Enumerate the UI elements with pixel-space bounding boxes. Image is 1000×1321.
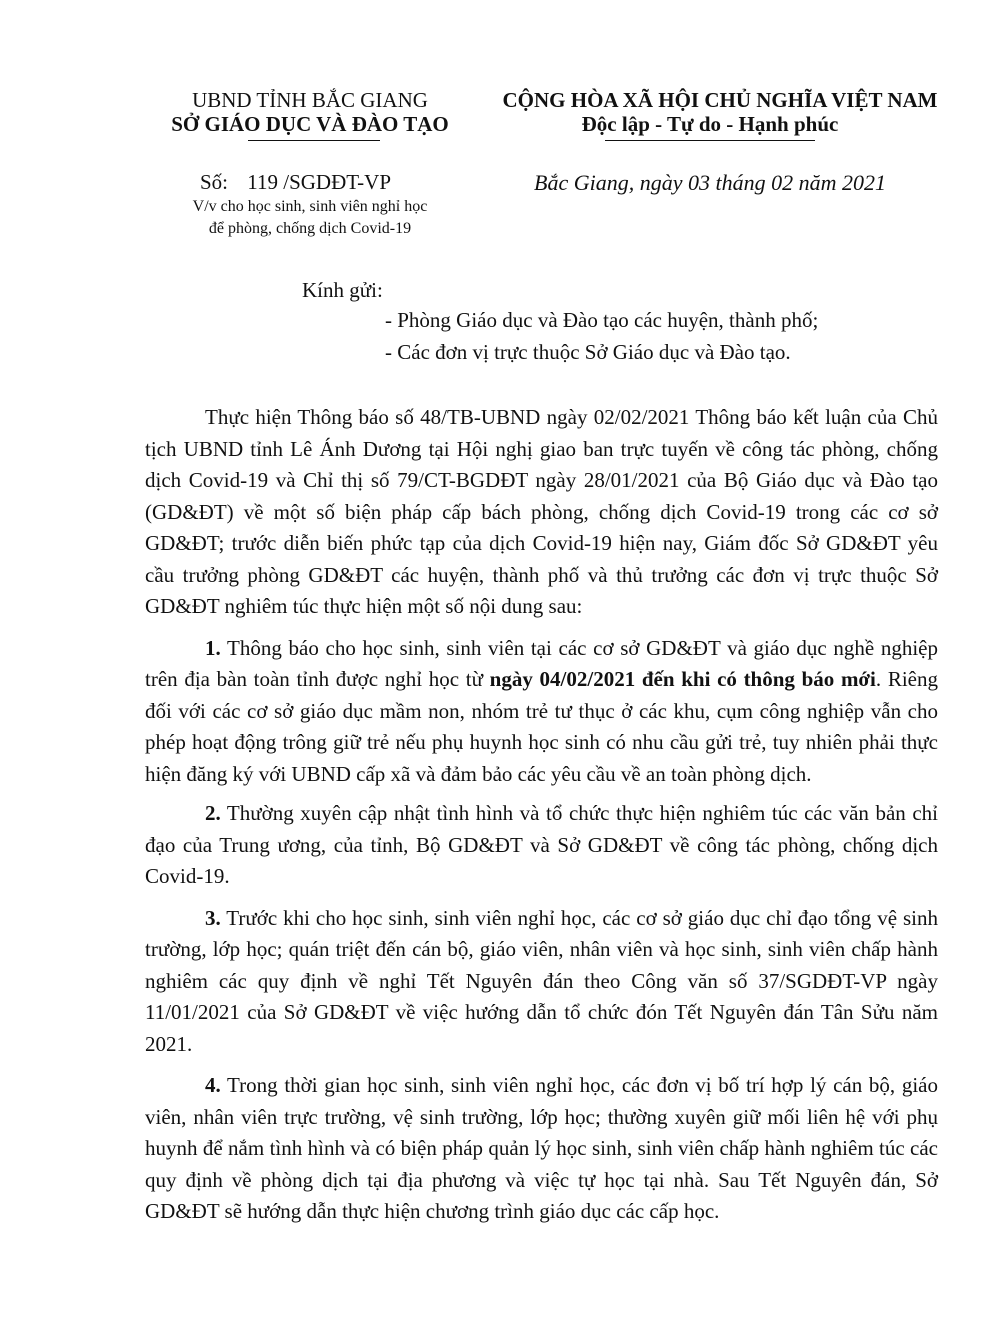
intro-paragraph: Thực hiện Thông báo số 48/TB-UBND ngày 02/02/2021 Thông báo kết luận của Chủ tịch UBND tỉnh Lê Ánh Dương tại Hội nghị giao ban trực tuyến về công tác phòng, chống dịch Covid-19 và Chỉ thị số 79/CT-BGDĐT ngày 28/01/2021 của Bộ Giáo dục và Đào tạo (GD&ĐT) về một số biện pháp cấp bách phòng, chống dịch Covid-19 trong các cơ sở GD&ĐT; trước diễn biến phức tạp của dịch Covid-19 hiện nay, Giám đốc Sở GD&ĐT yêu cầu trưởng phòng GD&ĐT các huyện, thành phố và thủ trưởng các đơn vị trực thuộc Sở GD&ĐT nghiêm túc thực hiện một số nội dung sau: (145, 405, 938, 618)
issuer-department: SỞ GIÁO DỤC VÀ ĐÀO TẠO (171, 112, 449, 136)
subject-line: V/v cho học sinh, sinh viên nghỉ học (192, 198, 428, 215)
national-title: CỘNG HÒA XÃ HỘI CHỦ NGHĨA VIỆT NAM (502, 88, 938, 112)
item-2-paragraph (145, 798, 938, 893)
subject-line: để phòng, chống dịch Covid-19 (208, 220, 412, 237)
motto-underline (605, 140, 815, 141)
document-subject (155, 196, 465, 240)
document-number (200, 170, 391, 195)
item-number: 2. (205, 801, 221, 825)
issuer-province: UBND TỈNH BẮC GIANG (192, 88, 428, 112)
item-1-paragraph (145, 633, 938, 791)
item-text: Trước khi cho học sinh, sinh viên nghỉ học, các cơ sở giáo dục chỉ đạo tổng vệ sinh trường, lớp học; quán triệt đến cán bộ, giáo viên, nhân viên và học sinh, sinh viên chấp hành nghiêm các quy định về nghỉ Tết Nguyên đán theo Công văn số 37/SGDĐT-VP ngày 11/01/2021 của Sở GD&ĐT về việc hướng dẫn tổ chức đón Tết Nguyên đán Tân Sửu năm 2021. (145, 905, 938, 1056)
item-text: Trong thời gian học sinh, sinh viên nghỉ học, các đơn vị bố trí hợp lý cán bộ, giáo viên, nhân viên trực trường, vệ sinh trường, lớp học; thường xuyên giữ mối liên hệ với phụ huynh để nắm tình hình và có biện pháp quản lý học sinh, sinh viên chấp hành nghiêm túc các quy định về phòng dịch tại địa phương và việc tự học tại nhà. Sau Tết Nguyên đán, Sở GD&ĐT sẽ hướng dẫn thực hiện chương trình giáo dục các cấp học. (145, 1073, 938, 1223)
item-number: 1. (205, 635, 221, 660)
item-number: 3. (205, 905, 221, 930)
document-number-suffix: /SGDĐT-VP (283, 170, 391, 194)
recipient-item: - Phòng Giáo dục và Đào tạo các huyện, thành phố; (385, 308, 819, 332)
item-text: Thường xuyên cập nhật tình hình và tổ chức thực hiện nghiêm túc các văn bản chỉ đạo của Trung ương, của tỉnh, Bộ GD&ĐT và Sở GD&ĐT về công tác phòng, chống dịch Covid-19. (145, 801, 938, 888)
item-text: Thông báo cho học sinh, sinh viên tại các cơ sở GD&ĐT và giáo dục nghề nghiệp trên địa bàn toàn tỉnh được nghỉ học từ (145, 635, 938, 691)
national-motto: Độc lập - Tự do - Hạnh phúc (581, 112, 839, 136)
item-text: . Riêng đối với các cơ sở giáo dục mầm non, nhóm trẻ tư thục ở các khu, cụm công nghiệp vẫn cho phép hoạt động trông giữ trẻ nếu phụ huynh học sinh có nhu cầu gửi trẻ, tuy nhiên phải thực hiện đăng ký với UBND cấp xã và đảm bảo các yêu cầu về an toàn phòng dịch. (145, 667, 938, 786)
item-3-paragraph (145, 903, 938, 1061)
recipient-item: - Các đơn vị trực thuộc Sở Giáo dục và Đào tạo. (385, 340, 791, 364)
item-4-paragraph (145, 1070, 938, 1228)
item-highlight: ngày 04/02/2021 đến khi có thông báo mới (489, 667, 876, 691)
document-body (145, 402, 938, 1238)
item-number: 4. (205, 1073, 221, 1097)
recipients-label: Kính gửi: (302, 278, 383, 302)
document-date: Bắc Giang, ngày 03 tháng 02 năm 2021 (534, 170, 886, 195)
document-number-label: Số: (200, 170, 229, 194)
document-number-value: 119 (247, 170, 278, 194)
issuer-underline (248, 140, 380, 141)
